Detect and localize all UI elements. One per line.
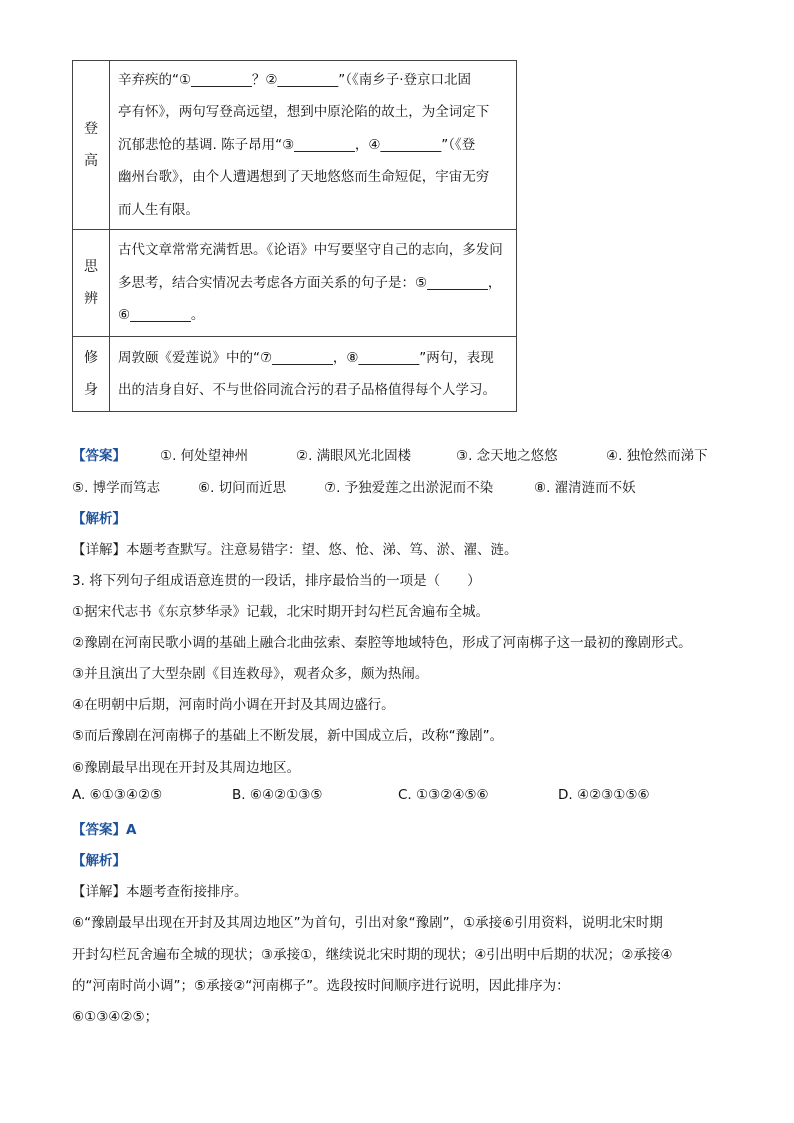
detail-text: 【详解】本题考查衔接排序。 — [72, 884, 248, 900]
content-cell — [110, 61, 517, 230]
content-line: 而人生有限。 — [118, 201, 199, 218]
sentence: ③并且演出了大型杂剧《目连救母》，观者众多，颇为热闹。 — [72, 666, 429, 682]
category-cell — [73, 230, 110, 337]
explanation-line: 的“河南时尚小调”；⑤承接②“河南梆子”。选段按时间顺序进行说明，因此排序为： — [72, 978, 570, 994]
content-cell — [110, 337, 517, 412]
content-line: 亭有怀》，两句写登高远望，想到中原沦陷的故土，为全词定下 — [118, 104, 490, 121]
category-cell — [73, 61, 110, 230]
sentence: ⑤而后豫剧在河南梆子的基础上不断发展，新中国成立后，改称“豫剧”。 — [72, 728, 504, 744]
answer-item: ⑤. 博学而笃志 — [72, 480, 161, 496]
table-row-xiushen — [73, 337, 517, 412]
question-table — [72, 60, 517, 412]
table-row-denggao — [73, 61, 517, 230]
content-line: 周敦颐《爱莲说》中的“⑦_________，⑧_________”两句，表现 — [118, 349, 494, 366]
answer-tag: 【答案】 — [72, 448, 126, 464]
category-char: 登 — [84, 121, 98, 137]
question-stem: 3. 将下列句子组成语意连贯的一段话，排序最恰当的一项是（ ） — [72, 573, 481, 589]
category-char: 高 — [84, 153, 98, 169]
answer-item: ⑧. 濯清涟而不妖 — [534, 480, 636, 496]
category-char: 辨 — [84, 291, 98, 307]
answer-item: ⑦. 予独爱莲之出淤泥而不染 — [324, 480, 494, 496]
category-char: 身 — [84, 382, 98, 398]
analysis-tag: 【解析】 — [72, 511, 126, 527]
content-line: 出的洁身自好、不与世俗同流合污的君子品格值得每个人学习。 — [118, 382, 496, 398]
explanation-line: ⑥“豫剧最早出现在开封及其周边地区”为首句，引出对象“豫剧”，①承接⑥引用资料，说明北宋时期 — [72, 915, 663, 931]
sentence: ①据宋代志书《东京梦华录》记载，北宋时期开封勾栏瓦舍遍布全城。 — [72, 604, 490, 620]
category-cell — [73, 337, 110, 412]
category-char: 修 — [84, 350, 98, 366]
answer-item: ①. 何处望神州 — [160, 448, 249, 464]
option-b: B. ⑥④②①③⑤ — [232, 787, 323, 803]
content-line: 古代文章常常充满哲思。《论语》中写要坚守自己的志向，多发问 — [118, 242, 503, 259]
analysis-tag: 【解析】 — [72, 853, 126, 869]
sentence: ④在明朝中后期，河南时尚小调在开封及其周边盛行。 — [72, 697, 395, 713]
table-row-sibian — [73, 230, 517, 337]
answer-item: ④. 独怆然而涕下 — [606, 448, 708, 464]
answer-item: ③. 念天地之悠悠 — [456, 448, 558, 464]
content-line: 幽州台歌》，由个人遭遇想到了天地悠悠而生命短促，宇宙无穷 — [118, 169, 490, 186]
answer-text: 【答案】A — [72, 822, 137, 838]
explanation-line: 开封勾栏瓦舍遍布全城的现状；③承接①，继续说北宋时期的现状；④引出明中后期的状况；②承接④ — [72, 947, 673, 963]
content-line: ⑥_________。 — [118, 307, 205, 324]
option-c: C. ①③②④⑤⑥ — [398, 787, 489, 803]
content-line: 沉郁悲怆的基调. 陈子昂用“③_________，④_________”（《登 — [118, 136, 476, 153]
explanation-line: ⑥①③④②⑤； — [72, 1009, 159, 1025]
detail-text: 【详解】本题考查默写。注意易错字：望、悠、怆、涕、笃、淤、濯、涟。 — [72, 542, 518, 558]
answer-item: ⑥. 切问而近思 — [198, 480, 287, 496]
option-a: A. ⑥①③④②⑤ — [72, 787, 163, 803]
content-cell — [110, 230, 517, 337]
content-line: 多思考，结合实情况去考虑各方面关系的句子是：⑤_________， — [118, 274, 502, 291]
content-line: 辛弃疾的“①_________？②_________”（《南乡子·登京口北固 — [118, 71, 471, 88]
option-d: D. ④②③①⑤⑥ — [558, 787, 650, 803]
sentence: ⑥豫剧最早出现在开封及其周边地区。 — [72, 760, 301, 776]
answer-item: ②. 满眼风光北固楼 — [296, 448, 412, 464]
sentence: ②豫剧在河南民歌小调的基础上融合北曲弦索、秦腔等地域特色，形成了河南梆子这一最初的豫剧形式。 — [72, 635, 692, 651]
category-char: 思 — [84, 259, 98, 275]
